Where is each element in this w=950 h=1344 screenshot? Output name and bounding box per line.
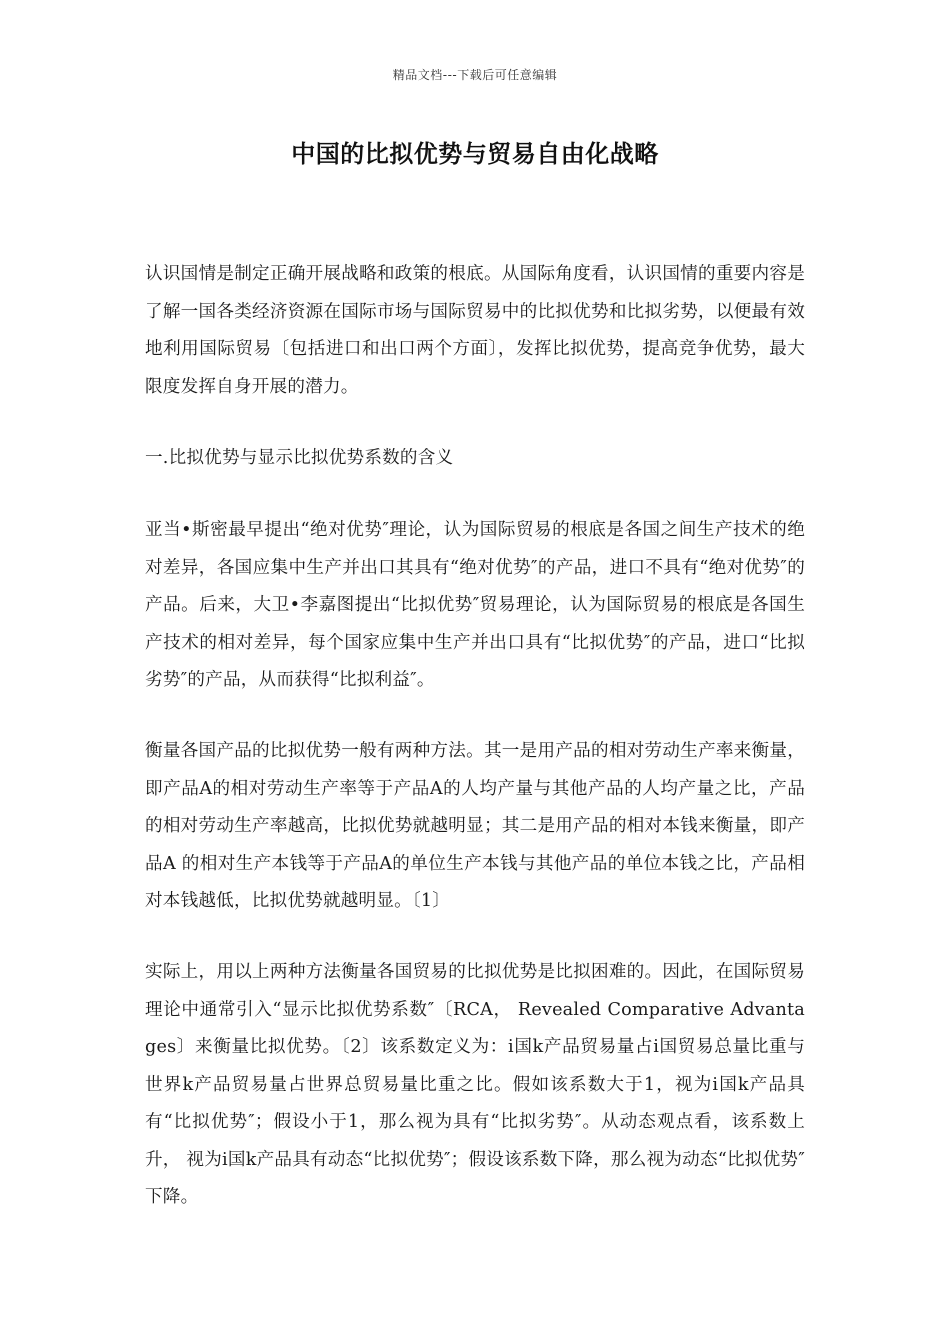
paragraph-measurement-methods: 衡量各国产品的比拟优势一般有两种方法。其一是用产品的相对劳动生产率来衡量，即产品A的相对劳动生产率等于产品A的人均产量与其他产品的人均产量之比，产品的相对劳动生产率越高，比拟优势就越明显；其二是用产品的相对本钱来衡量，即产品A 的相对生产本钱等于产品A的单位生产本钱与其他产品的单位本钱之比，产品相对本钱越低，比拟优势就越明显。〔1〕 <box>145 741 805 911</box>
paragraph-rca: 实际上，用以上两种方法衡量各国贸易的比拟优势是比拟困难的。因此，在国际贸易理论中通常引入“显示比拟优势系数″〔RCA， Revealed Comparative Advantages〕来衡量比拟优势。〔2〕该系数定义为：i国k产品贸易量占i国贸易总量比重与世界k产品贸易量占世界总贸易量比重之比。假如该系数大于1，视为i国k产品具有“比拟优势″；假设小于1，那么视为具有“比拟劣势″。从动态观点看，该系数上升， 视为i国k产品具有动态“比拟优势″；假设该系数下降，那么视为动态“比拟优势″下降。 <box>145 962 805 1207</box>
page-title: 中国的比拟优势与贸易自由化战略 <box>291 140 659 168</box>
header-note: 精品文档---下载后可任意编辑 <box>392 68 558 82</box>
section-heading-1: 一.比拟优势与显示比拟优势系数的含义 <box>145 448 454 468</box>
paragraph-absolute-advantage: 亚当•斯密最早提出“绝对优势″理论，认为国际贸易的根底是各国之间生产技术的绝对差异，各国应集中生产并出口其具有“绝对优势″的产品，进口不具有“绝对优势″的产品。后来，大卫•李嘉图提出“比拟优势″贸易理论，认为国际贸易的根底是各国生产技术的相对差异，每个国家应集中生产并出口具有“比拟优势″的产品，进口“比拟劣势″的产品，从而获得“比拟利益″。 <box>145 520 805 690</box>
paragraph-intro: 认识国情是制定正确开展战略和政策的根底。从国际角度看，认识国情的重要内容是了解一国各类经济资源在国际市场与国际贸易中的比拟优势和比拟劣势，以便最有效地利用国际贸易〔包括进口和出口两个方面〕，发挥比拟优势，提高竞争优势，最大限度发挥自身开展的潜力。 <box>145 264 805 397</box>
